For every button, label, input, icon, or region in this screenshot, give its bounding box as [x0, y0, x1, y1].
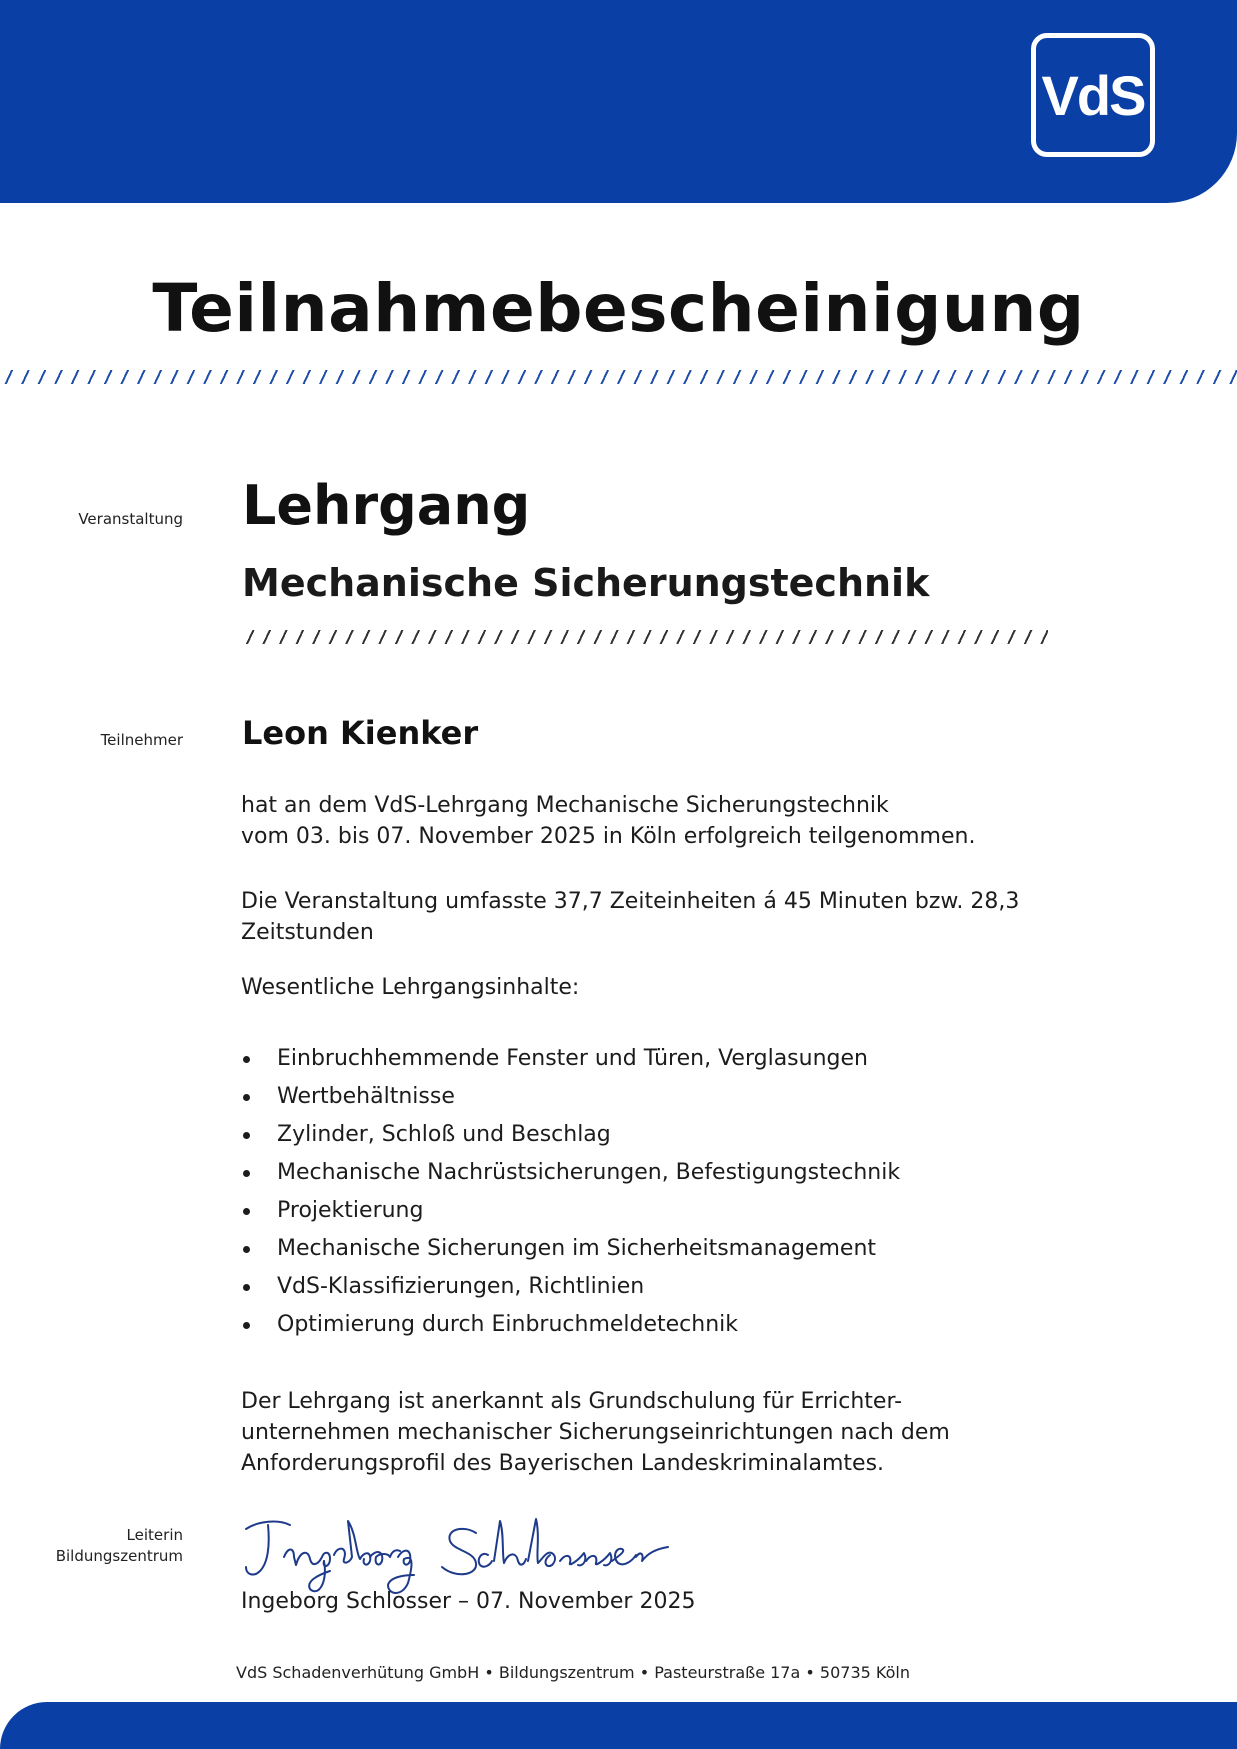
signatory-label [56, 1525, 183, 1567]
event-name: Mechanische Sicherungstechnik [242, 561, 930, 605]
participant-name: Leon Kienker [242, 714, 479, 752]
signatory-label-line-1: Leiterin [126, 1526, 183, 1544]
intro-paragraph [241, 790, 1031, 852]
duration-paragraph [241, 886, 1031, 948]
footer-band [0, 1702, 1237, 1749]
contents-heading: Wesentliche Lehrgangsinhalte: [241, 975, 580, 1000]
footer-address: VdS Schadenverhütung GmbH • Bildungszentrum • Pasteurstraße 17a • 50735 Köln [236, 1663, 910, 1682]
signatory-name-date: Ingeborg Schlosser – 07. November 2025 [241, 1589, 696, 1614]
list-item: Optimierung durch Einbruchmeldetechnik [241, 1306, 900, 1344]
list-item: Mechanische Sicherungen im Sicherheitsmanagement [241, 1230, 900, 1268]
event-type: Lehrgang [242, 474, 531, 537]
vds-logo: VdS [1031, 33, 1155, 157]
list-item: Wertbehältnisse [241, 1078, 900, 1116]
intro-line-1: hat an dem VdS-Lehrgang Mechanische Sicherungstechnik [241, 793, 889, 818]
event-label: Veranstaltung [78, 510, 183, 528]
recognition-line-1: Der Lehrgang ist anerkannt als Grundschulung für Errichter- [241, 1389, 903, 1414]
contents-list [241, 1040, 900, 1344]
list-item: Zylinder, Schloß und Beschlag [241, 1116, 900, 1154]
duration-line-1: Die Veranstaltung umfasste 37,7 Zeiteinheiten á 45 Minuten bzw. 28,3 [241, 889, 1020, 914]
intro-line-2: vom 03. bis 07. November 2025 in Köln erfolgreich teilgenommen. [241, 824, 976, 849]
participant-label: Teilnehmer [100, 731, 183, 749]
recognition-line-2: unternehmen mechanischer Sicherungseinrichtungen nach dem [241, 1420, 950, 1445]
page-title: Teilnahmebescheinigung [152, 270, 1085, 347]
list-item: Mechanische Nachrüstsicherungen, Befestigungstechnik [241, 1154, 900, 1192]
hatch-divider-event [240, 630, 1048, 644]
hatch-divider-top [0, 370, 1237, 384]
recognition-paragraph [241, 1386, 1031, 1479]
duration-line-2: Zeitstunden [241, 920, 374, 945]
signatory-label-line-2: Bildungszentrum [55, 1547, 183, 1565]
list-item: VdS-Klassifizierungen, Richtlinien [241, 1268, 900, 1306]
list-item: Einbruchhemmende Fenster und Türen, Verglasungen [241, 1040, 900, 1078]
recognition-line-3: Anforderungsprofil des Bayerischen Landeskriminalamtes. [241, 1451, 885, 1476]
list-item: Projektierung [241, 1192, 900, 1230]
